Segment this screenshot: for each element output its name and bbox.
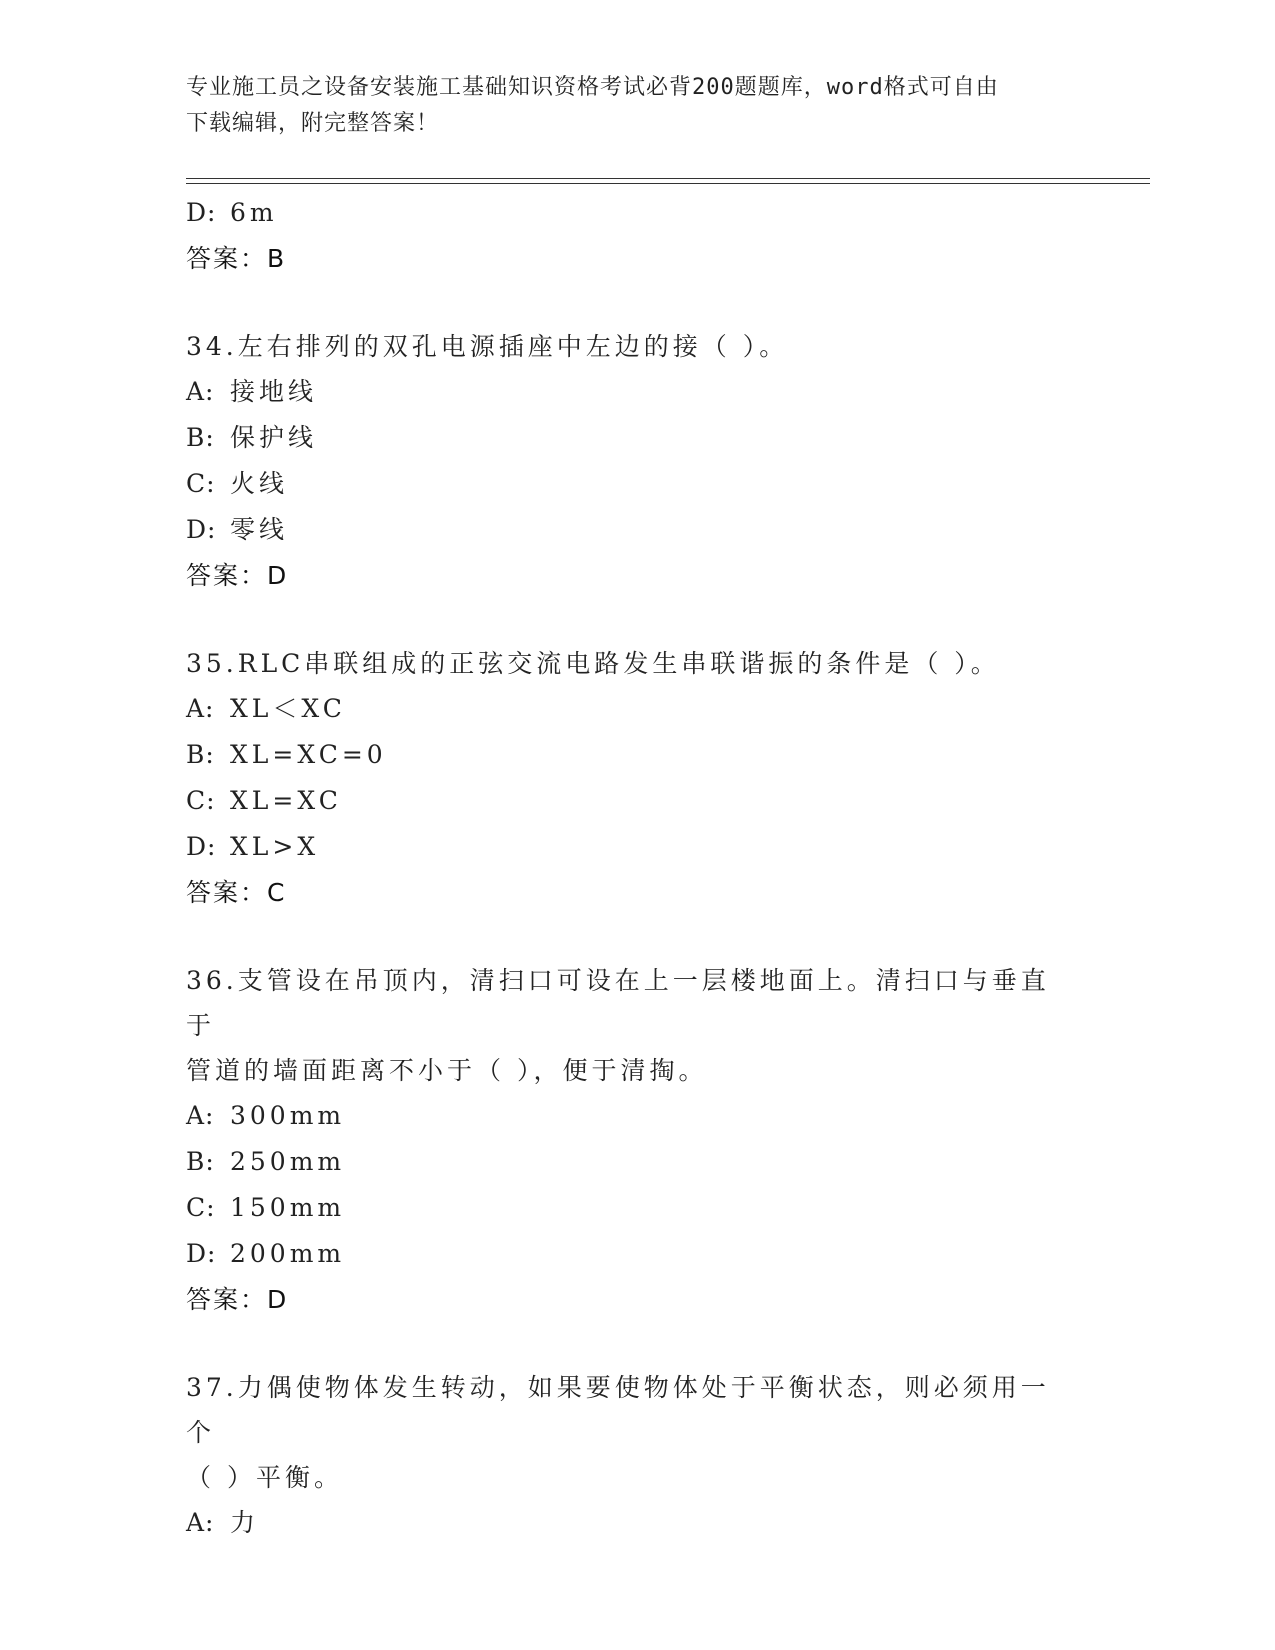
option-text: 火线 — [230, 469, 289, 498]
option-row — [186, 778, 1086, 824]
option-text: XL=XC — [230, 786, 342, 815]
option-row — [186, 732, 1086, 778]
option-row — [186, 507, 1086, 553]
spacer — [186, 1323, 1086, 1365]
spacer — [186, 599, 1086, 641]
option-text: 接地线 — [230, 377, 318, 406]
option-row — [186, 1185, 1086, 1231]
spacer — [186, 282, 1086, 324]
question-block — [186, 1365, 1086, 1546]
question-stem-line: 34.左右排列的双孔电源插座中左边的接（ ）。 — [186, 332, 789, 361]
question-block — [186, 958, 1086, 1323]
option-key: C: — [186, 469, 216, 498]
answer-line: 答案：D — [186, 1285, 289, 1314]
option-key: A: — [186, 1101, 215, 1130]
option-row — [186, 1139, 1086, 1185]
question-stem — [186, 324, 1066, 369]
option-text: 零线 — [230, 515, 289, 544]
option-text: XL>X — [230, 832, 320, 861]
option-key: D: — [186, 1239, 217, 1268]
question-stem — [186, 641, 1066, 686]
header-divider-bottom — [186, 183, 1150, 184]
question-stem-line: 管道的墙面距离不小于（ ），便于清掏。 — [186, 1056, 708, 1085]
option-key: D: — [186, 198, 217, 227]
option-key: D: — [186, 832, 217, 861]
option-text: 150mm — [230, 1193, 346, 1222]
header-title-line-1: 专业施工员之设备安装施工基础知识资格考试必背200题题库，word格式可自由 — [186, 75, 999, 100]
option-key: D: — [186, 515, 217, 544]
option-row — [186, 1231, 1086, 1277]
option-key: A: — [186, 377, 215, 406]
option-text: 力 — [230, 1508, 260, 1537]
option-text: 250mm — [230, 1147, 346, 1176]
answer-line: 答案：C — [186, 878, 287, 907]
question-block — [186, 324, 1086, 599]
question-stem — [186, 958, 1066, 1093]
option-row — [186, 461, 1086, 507]
question-stem-line: 37.力偶使物体发生转动，如果要使物体处于平衡状态，则必须用一个 — [186, 1373, 1050, 1447]
option-row — [186, 686, 1086, 732]
question-content — [186, 190, 1086, 1546]
option-text: XL=XC=0 — [230, 740, 387, 769]
option-row — [186, 824, 1086, 870]
option-key: A: — [186, 694, 215, 723]
question-stem-line: （ ）平衡。 — [186, 1463, 343, 1492]
option-row — [186, 369, 1086, 415]
question-block — [186, 641, 1086, 916]
option-row — [186, 190, 1086, 236]
option-row — [186, 1500, 1086, 1546]
option-key: C: — [186, 786, 216, 815]
answer-line: 答案：D — [186, 561, 289, 590]
option-text: XL＜XC — [230, 694, 346, 723]
option-key: B: — [186, 740, 215, 769]
option-text: 6m — [230, 198, 278, 227]
question-stem-line: 35.RLC串联组成的正弦交流电路发生串联谐振的条件是（ ）。 — [186, 649, 1000, 678]
option-row — [186, 415, 1086, 461]
header-divider-top — [186, 178, 1150, 179]
option-text: 保护线 — [230, 423, 318, 452]
header-title-line-2: 下载编辑，附完整答案！ — [186, 111, 440, 136]
option-key: B: — [186, 423, 215, 452]
option-text: 300mm — [230, 1101, 346, 1130]
document-header — [186, 70, 1086, 142]
question-stem-line: 36.支管设在吊顶内，清扫口可设在上一层楼地面上。清扫口与垂直于 — [186, 966, 1050, 1040]
option-text: 200mm — [230, 1239, 346, 1268]
spacer — [186, 916, 1086, 958]
option-key: B: — [186, 1147, 215, 1176]
option-key: C: — [186, 1193, 216, 1222]
option-key: A: — [186, 1508, 215, 1537]
question-stem — [186, 1365, 1066, 1500]
answer-line: 答案：B — [186, 244, 287, 273]
option-row — [186, 1093, 1086, 1139]
